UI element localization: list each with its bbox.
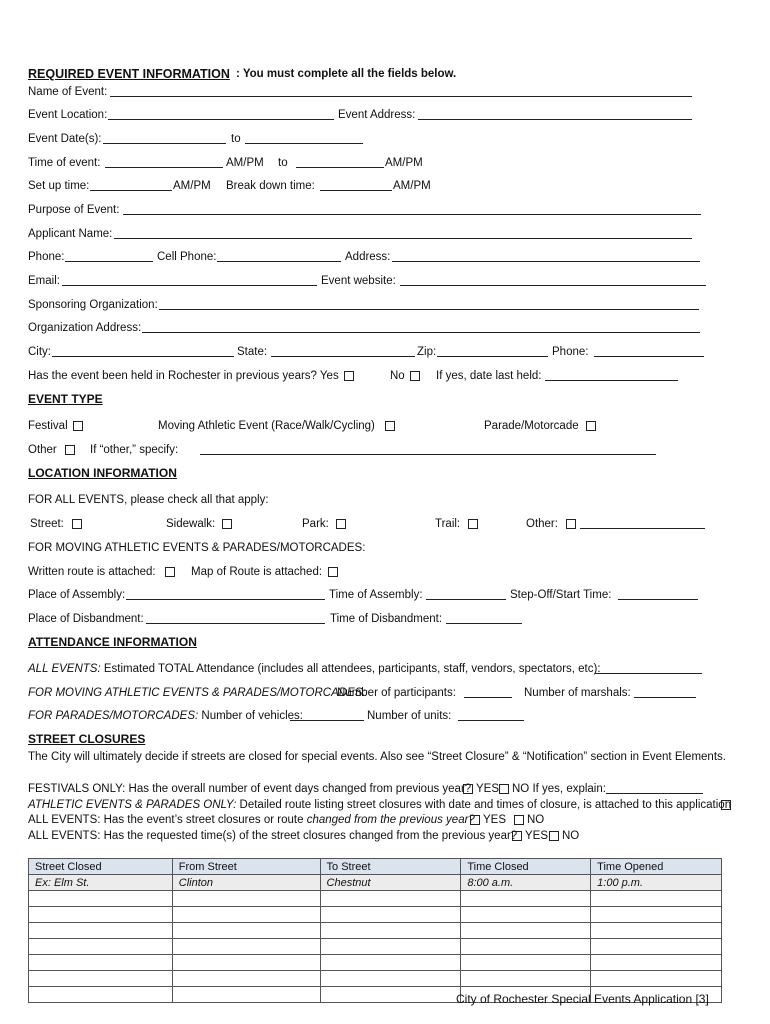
phone-field[interactable] [65, 249, 153, 262]
table-row [29, 907, 722, 923]
label-to: to [278, 157, 288, 169]
label-festival: Festival [28, 420, 68, 432]
street-closures-table [28, 858, 722, 1003]
table-cell[interactable] [591, 907, 722, 923]
label-moving-header: FOR MOVING ATHLETIC EVENTS & PARADES/MOTORCADES: [28, 542, 366, 554]
sponsoring-org-field[interactable] [159, 297, 699, 310]
label-ampm: AM/PM [173, 180, 211, 192]
table-cell[interactable] [461, 907, 591, 923]
label-city: City: [28, 346, 51, 358]
label-date-last-held: If yes, date last held: [436, 370, 542, 382]
table-cell[interactable] [29, 971, 173, 987]
map-route-checkbox[interactable] [328, 567, 338, 577]
label-phone: Phone: [552, 346, 589, 358]
date-last-held-field[interactable] [545, 368, 678, 381]
label-moving-athletic: Moving Athletic Event (Race/Walk/Cycling) [158, 420, 375, 432]
label-sidewalk: Sidewalk: [166, 518, 216, 530]
label-units: Number of units: [367, 710, 452, 722]
state-field[interactable] [271, 344, 415, 357]
units-field[interactable] [458, 708, 524, 721]
participants-field[interactable] [464, 685, 512, 698]
table-cell[interactable] [29, 939, 173, 955]
cell-phone-field[interactable] [217, 249, 341, 262]
trail-checkbox[interactable] [468, 519, 478, 529]
label-name-of-event: Name of Event: [28, 86, 108, 98]
table-cell[interactable] [320, 971, 461, 987]
street-checkbox[interactable] [72, 519, 82, 529]
time-assembly-field[interactable] [426, 587, 506, 600]
label-yes: YES [476, 783, 500, 795]
table-cell[interactable] [461, 891, 591, 907]
q3-yes-checkbox[interactable] [470, 815, 480, 825]
total-attendance-field[interactable] [595, 661, 702, 674]
label-zip: Zip: [417, 346, 437, 358]
vehicles-field[interactable] [290, 708, 364, 721]
org-address-field[interactable] [142, 320, 700, 333]
table-cell[interactable] [320, 907, 461, 923]
section-location: LOCATION INFORMATION [28, 466, 177, 480]
label-state: State: [237, 346, 268, 358]
q3-emphasis: changed from the previous year? [306, 814, 475, 826]
label-ampm: AM/PM [393, 180, 431, 192]
setup-time-field[interactable] [90, 178, 172, 191]
label-trail: Trail: [435, 518, 461, 530]
col-street-closed: Street Closed [29, 859, 173, 875]
table-row [29, 939, 722, 955]
table-row [29, 891, 722, 907]
table-cell[interactable] [172, 971, 320, 987]
table-cell[interactable] [461, 939, 591, 955]
example-time-opened: 1:00 p.m. [591, 875, 722, 891]
q3-text: ALL EVENTS: Has the event’s street closures or route [28, 814, 307, 826]
label-step-off: Step-Off/Start Time: [510, 589, 612, 601]
example-from-street: Clinton [172, 875, 320, 891]
written-route-checkbox[interactable] [165, 567, 175, 577]
city-field[interactable] [52, 344, 234, 357]
parade-checkbox[interactable] [586, 421, 596, 431]
label-vehicles: Number of vehicles: [198, 710, 304, 722]
label-to: to [231, 133, 241, 145]
table-cell[interactable] [320, 891, 461, 907]
other-checkbox[interactable] [65, 445, 75, 455]
label-time-assembly: Time of Assembly: [329, 589, 423, 601]
table-cell[interactable] [29, 987, 173, 1003]
label-parade: Parade/Motorcade [484, 420, 579, 432]
step-off-field[interactable] [618, 587, 698, 600]
section-event-type: EVENT TYPE [28, 392, 103, 406]
table-cell[interactable] [29, 955, 173, 971]
place-disband-field[interactable] [146, 611, 325, 624]
label-map-route: Map of Route is attached: [191, 566, 323, 578]
table-cell[interactable] [29, 891, 173, 907]
label-ampm: AM/PM [226, 157, 264, 169]
label-purpose: Purpose of Event: [28, 204, 120, 216]
other-specify-field[interactable] [200, 442, 656, 455]
label-time-of-event: Time of event: [28, 157, 101, 169]
zip-field[interactable] [437, 344, 548, 357]
q2-text: Detailed route listing street closures with date and times of closure, is attached to this application [236, 799, 732, 811]
label-all-events: FOR ALL EVENTS, please check all that apply: [28, 494, 269, 506]
col-from-street: From Street [172, 859, 320, 875]
label-no: No [390, 370, 405, 382]
table-cell[interactable] [29, 907, 173, 923]
label-cell-phone: Cell Phone: [157, 251, 217, 263]
event-date-end-field[interactable] [245, 131, 363, 144]
table-example-row [29, 875, 722, 891]
label-org-address: Organization Address: [28, 322, 142, 334]
table-cell[interactable] [172, 923, 320, 939]
table-cell[interactable] [461, 971, 591, 987]
label-written-route: Written route is attached: [28, 566, 156, 578]
name-of-event-field[interactable] [110, 84, 692, 97]
event-location-field[interactable] [108, 107, 334, 120]
table-cell[interactable] [461, 955, 591, 971]
table-cell[interactable] [29, 923, 173, 939]
label-phone: Phone: [28, 251, 65, 263]
example-street-closed: Ex: Elm St. [29, 875, 173, 891]
moving-athletic-checkbox[interactable] [385, 421, 395, 431]
q1-no-checkbox[interactable] [499, 784, 509, 794]
table-cell[interactable] [320, 987, 461, 1003]
table-row [29, 955, 722, 971]
park-checkbox[interactable] [336, 519, 346, 529]
page-title: REQUIRED EVENT INFORMATION [28, 67, 230, 81]
label-all-events-prefix: ALL EVENTS: [28, 663, 101, 675]
label-yes: YES [483, 814, 507, 826]
example-to-street: Chestnut [320, 875, 461, 891]
table-row [29, 923, 722, 939]
label-event-location: Event Location: [28, 109, 108, 121]
label-ampm: AM/PM [385, 157, 423, 169]
label-park: Park: [302, 518, 329, 530]
marshals-field[interactable] [634, 685, 696, 698]
label-other: Other: [526, 518, 558, 530]
label-no-explain: NO If yes, explain: [512, 783, 606, 795]
label-moving-prefix: FOR MOVING ATHLETIC EVENTS & PARADES/MOTORCADES: [28, 687, 366, 699]
table-row [29, 971, 722, 987]
label-other: Other [28, 444, 57, 456]
label-sponsoring-org: Sponsoring Organization: [28, 299, 158, 311]
held-no-checkbox[interactable] [410, 371, 420, 381]
table-cell[interactable] [591, 891, 722, 907]
event-address-field[interactable] [418, 107, 692, 120]
org-phone-field[interactable] [594, 344, 704, 357]
label-street: Street: [30, 518, 64, 530]
label-no: NO [527, 814, 545, 826]
table-cell[interactable] [172, 955, 320, 971]
time-end-field[interactable] [296, 155, 384, 168]
label-address: Address: [345, 251, 391, 263]
event-date-start-field[interactable] [103, 131, 226, 144]
table-cell[interactable] [320, 923, 461, 939]
table-cell[interactable] [461, 923, 591, 939]
held-yes-checkbox[interactable] [344, 371, 354, 381]
table-header-row [29, 859, 722, 875]
label-time-disband: Time of Disbandment: [330, 613, 443, 625]
table-cell[interactable] [591, 971, 722, 987]
table-cell[interactable] [172, 891, 320, 907]
time-start-field[interactable] [105, 155, 223, 168]
label-event-address: Event Address: [338, 109, 416, 121]
email-field[interactable] [62, 273, 317, 286]
q3-no-checkbox[interactable] [514, 815, 524, 825]
sidewalk-checkbox[interactable] [222, 519, 232, 529]
q2-prefix: ATHLETIC EVENTS & PARADES ONLY: [28, 799, 237, 811]
page-subtitle: : You must complete all the fields below. [236, 68, 457, 80]
label-email: Email: [28, 275, 60, 287]
label-setup-time: Set up time: [28, 180, 90, 192]
address-field[interactable] [392, 249, 700, 262]
section-street-closures: STREET CLOSURES [28, 732, 146, 746]
label-event-dates: Event Date(s): [28, 133, 102, 145]
time-disband-field[interactable] [446, 611, 522, 624]
table-cell[interactable] [591, 955, 722, 971]
q2-checkbox[interactable] [721, 800, 731, 810]
table-cell[interactable] [320, 939, 461, 955]
q1-explain-field[interactable] [606, 781, 703, 794]
other-location-checkbox[interactable] [566, 519, 576, 529]
festival-checkbox[interactable] [73, 421, 83, 431]
label-breakdown-time: Break down time: [226, 180, 315, 192]
label-marshals: Number of marshals: [524, 687, 631, 699]
table-cell[interactable] [172, 987, 320, 1003]
event-website-field[interactable] [400, 273, 706, 286]
q4-text: ALL EVENTS: Has the requested time(s) of the street closures changed from the previous year? [28, 830, 518, 842]
col-time-closed: Time Closed [461, 859, 591, 875]
label-applicant: Applicant Name: [28, 228, 113, 240]
col-to-street: To Street [320, 859, 461, 875]
label-place-assembly: Place of Assembly: [28, 589, 126, 601]
purpose-field[interactable] [123, 202, 701, 215]
label-held-before: Has the event been held in Rochester in previous years? Yes [28, 370, 339, 382]
label-event-website: Event website: [321, 275, 396, 287]
breakdown-time-field[interactable] [320, 178, 392, 191]
label-place-disband: Place of Disbandment: [28, 613, 144, 625]
table-cell[interactable] [591, 923, 722, 939]
applicant-name-field[interactable] [114, 226, 692, 239]
label-parades-prefix: FOR PARADES/MOTORCADES: [28, 710, 199, 722]
table-cell[interactable] [591, 939, 722, 955]
table-cell[interactable] [172, 907, 320, 923]
section-attendance: ATTENDANCE INFORMATION [28, 635, 197, 649]
label-total-attendance: Estimated TOTAL Attendance (includes all attendees, participants, staff, vendors, spectators, etc): [100, 663, 601, 675]
place-assembly-field[interactable] [126, 587, 325, 600]
label-other-specify: If “other,” specify: [90, 444, 179, 456]
other-location-field[interactable] [580, 516, 705, 529]
page-footer: City of Rochester Special Events Application [3] [456, 992, 709, 1006]
table-cell[interactable] [320, 955, 461, 971]
q1-yes-checkbox[interactable] [463, 784, 473, 794]
table-cell[interactable] [172, 939, 320, 955]
example-time-closed: 8:00 a.m. [461, 875, 591, 891]
label-yes: YES [525, 830, 549, 842]
label-no: NO [562, 830, 580, 842]
q1-text: FESTIVALS ONLY: Has the overall number of event days changed from previous year? [28, 783, 472, 795]
closures-intro-text: The City will ultimately decide if streets are closed for special events. Also see “Street Closure” & “Notification” section in Event Elements. [28, 751, 726, 763]
col-time-opened: Time Opened [591, 859, 722, 875]
q4-yes-checkbox[interactable] [512, 831, 522, 841]
q4-no-checkbox[interactable] [549, 831, 559, 841]
label-participants: Number of participants: [337, 687, 456, 699]
